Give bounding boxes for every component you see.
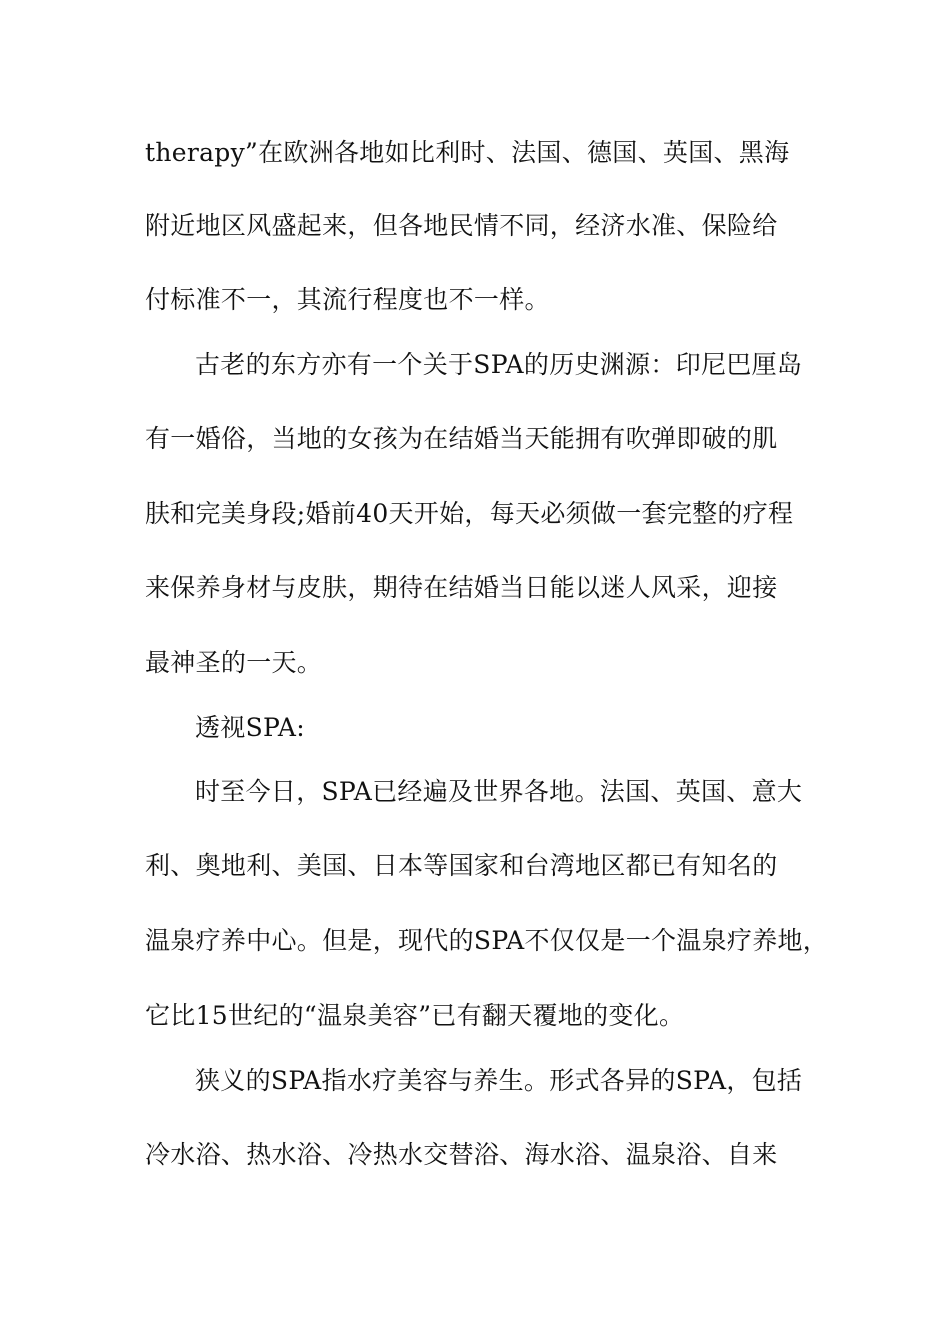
paragraph-first-line: 时至今日，SPA已经遍及世界各地。法国、英国、意大 [195, 777, 803, 806]
text-line: 最神圣的一天。 [145, 648, 323, 677]
text-line: 付标准不一，其流行程度也不一样。 [145, 285, 550, 314]
text-line: 利、奥地利、美国、日本等国家和台湾地区都已有知名的 [145, 851, 778, 880]
paragraph-first-line: 狭义的SPA指水疗美容与养生。形式各异的SPA，包括 [195, 1066, 803, 1095]
text-line: therapy”在欧洲各地如比利时、法国、德国、英国、黑海 [145, 138, 790, 167]
text-line: 附近地区风盛起来，但各地民情不同，经济水准、保险给 [145, 211, 778, 240]
section-heading: 透视SPA: [195, 713, 305, 742]
text-line: 肤和完美身段;婚前40天开始，每天必须做一套完整的疗程 [145, 499, 794, 528]
paragraph-first-line: 古老的东方亦有一个关于SPA的历史渊源：印尼巴厘岛 [195, 350, 803, 379]
text-line: 它比15世纪的“温泉美容”已有翻天覆地的变化。 [145, 1001, 685, 1030]
text-line: 冷水浴、热水浴、冷热水交替浴、海水浴、温泉浴、自来 [145, 1140, 778, 1169]
text-line: 有一婚俗，当地的女孩为在结婚当天能拥有吹弹即破的肌 [145, 424, 778, 453]
text-line: 来保养身材与皮肤，期待在结婚当日能以迷人风采，迎接 [145, 573, 778, 602]
text-line: 温泉疗养中心。但是，现代的SPA不仅仅是一个温泉疗养地， [145, 926, 829, 955]
